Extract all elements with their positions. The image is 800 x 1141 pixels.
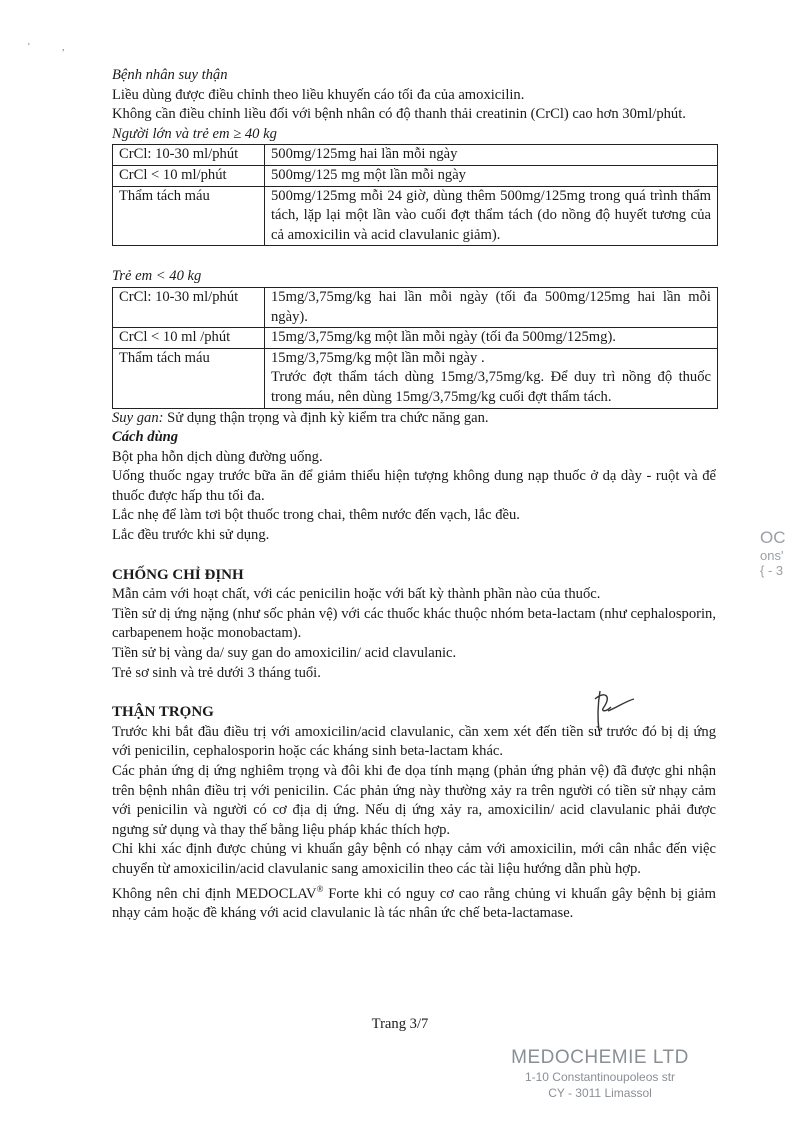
hepatic-label: Suy gan:	[112, 409, 164, 426]
table-cell-value: 15mg/3,75mg/kg một lần mỗi ngày (tối đa 500mg/125mg).	[265, 328, 718, 349]
contraindication-line: Mẫn cảm với hoạt chất, với các penicilin hoặc với bất kỳ thành phần nào của thuốc.	[112, 586, 601, 603]
usage-line: Lắc đều trước khi sử dụng.	[112, 527, 270, 544]
stamp-address-2: CY - 3011 Limassol	[548, 1086, 652, 1100]
precaution-paragraph: Chỉ khi xác định được chủng vi khuẩn gây bệnh có nhạy cảm với amoxicilin, mới cân nhắc đến việc chuyển từ amoxicilin/acid clavulanic sang amoxicilin theo các tài liệu hướng dẫn phù hợp.	[112, 841, 716, 877]
precaution-paragraph: Trước khi bắt đầu điều trị với amoxicilin/acid clavulanic, cần xem xét đến tiền sử trước đó bị dị ứng với penicilin, cephalosporin hoặc các kháng sinh beta-lactam khác.	[112, 723, 716, 760]
handwritten-initials	[588, 685, 638, 742]
usage-line: Bột pha hỗn dịch dùng đường uống.	[112, 448, 323, 465]
table-row	[113, 145, 718, 166]
contraindication-line: Tiền sử dị ứng nặng (như sốc phản vệ) với các thuốc khác thuộc nhóm beta-lactam (như cephalosporin, carbapenem hoặc monobactam).	[112, 605, 716, 642]
edge-fragment: ons'	[760, 548, 784, 563]
table-cell-value: 500mg/125mg hai lần mỗi ngày	[265, 145, 718, 166]
contraindication-line: Trẻ sơ sinh và trẻ dưới 3 tháng tuổi.	[112, 664, 321, 681]
precaution-text: Forte khi có nguy cơ cao rằng chủng vi khuẩn gây bệnh bị giảm nhạy cảm hoặc đề kháng với acid clavulanic là tác nhân ức chế beta-lactamase.	[112, 885, 716, 922]
table-row	[113, 348, 718, 408]
edge-fragments	[760, 528, 786, 578]
edge-fragment: { - 3	[760, 563, 784, 578]
children-dose-table	[112, 287, 718, 409]
precaution-paragraph: Các phản ứng dị ứng nghiêm trọng và đôi khi đe dọa tính mạng (phản ứng phản vệ) đã được ghi nhận trên bệnh nhân điều trị với penicilin. Các phản ứng này thường xảy ra trên người có tiền sử nhạy cảm với penicilin và người có cơ địa dị ứng. Nếu dị ứng xảy ra, amoxicilin/ acid clavulanic phải được ngưng sử dụng và thay thế bằng liệu pháp khác thích hợp.	[112, 763, 716, 838]
table-cell-value: 500mg/125mg mỗi 24 giờ, dùng thêm 500mg/125mg trong quá trình thẩm tách, lặp lại một lần vào cuối đợt thẩm tách (do nồng độ huyết tương của cả amoxicilin và acid clavulanic giảm).	[265, 186, 718, 246]
table-cell-line: Trước đợt thẩm tách dùng 15mg/3,75mg/kg. Để duy trì nồng độ thuốc trong máu, nên dùng 15mg/3,75mg/kg cuối đợt thẩm tách.	[271, 369, 711, 405]
table-cell-line: 15mg/3,75mg/kg một lần mỗi ngày .	[271, 349, 485, 366]
renal-line-1: Liều dùng được điều chỉnh theo liều khuyến cáo tối đa của amoxicilin.	[112, 86, 525, 103]
usage-line: Lắc nhẹ để làm tơi bột thuốc trong chai, thêm nước đến vạch, lắc đều.	[112, 507, 520, 524]
table-cell-label: CrCl: 10-30 ml/phút	[113, 145, 265, 166]
scan-speck: '	[28, 42, 30, 53]
page-number: Trang 3/7	[371, 1016, 429, 1032]
precaution-text: Không nên chỉ định MEDOCLAV	[112, 885, 317, 902]
registered-mark: ®	[316, 883, 324, 894]
table-cell-value	[265, 348, 718, 408]
company-stamp	[500, 1047, 700, 1101]
renal-line-2: Không cần điều chỉnh liều đối với bệnh nhân có độ thanh thải creatinin (CrCl) cao hơn 30ml/phút.	[112, 106, 686, 123]
table-row	[113, 287, 718, 327]
usage-line: Uống thuốc ngay trước bữa ăn để giảm thiểu hiện tượng không dung nạp thuốc ở dạ dày - ruột và để thuốc được hấp thu tối đa.	[112, 468, 716, 504]
stamp-address-1: 1-10 Constantinoupoleos str	[524, 1070, 676, 1084]
table-cell-label: Thẩm tách máu	[113, 348, 265, 408]
table-row	[113, 186, 718, 246]
usage-heading: Cách dùng	[112, 429, 179, 446]
table-cell-label: CrCl < 10 ml /phút	[113, 328, 265, 349]
table-row	[113, 328, 718, 349]
table-cell-label: CrCl: 10-30 ml/phút	[113, 287, 265, 327]
hepatic-text: Sử dụng thận trọng và định kỳ kiểm tra chức năng gan.	[167, 409, 489, 426]
edge-fragment: OC	[760, 528, 786, 547]
precautions-heading: THẬN TRỌNG	[112, 704, 214, 721]
adults-heading: Người lớn và trẻ em ≥ 40 kg	[112, 125, 277, 142]
adults-dose-table	[112, 144, 718, 246]
document-page	[112, 66, 716, 924]
contraindication-line: Tiền sử bị vàng da/ suy gan do amoxicilin/ acid clavulanic.	[112, 645, 457, 662]
table-cell-value: 15mg/3,75mg/kg hai lần mỗi ngày (tối đa 500mg/125mg hai lần mỗi ngày).	[265, 287, 718, 327]
table-row	[113, 165, 718, 186]
stamp-company: MEDOCHEMIE LTD	[511, 1047, 689, 1068]
table-cell-label: CrCl < 10 ml/phút	[113, 165, 265, 186]
renal-heading: Bệnh nhân suy thận	[112, 67, 228, 83]
hepatic-note	[112, 409, 716, 429]
scan-speck: ,	[62, 42, 65, 53]
children-heading: Trẻ em < 40 kg	[112, 268, 202, 285]
table-cell-value: 500mg/125 mg một lần mỗi ngày	[265, 165, 718, 186]
table-cell-label: Thẩm tách máu	[113, 186, 265, 246]
contraindications-heading: CHỐNG CHỈ ĐỊNH	[112, 566, 244, 583]
precaution-paragraph	[112, 880, 716, 924]
